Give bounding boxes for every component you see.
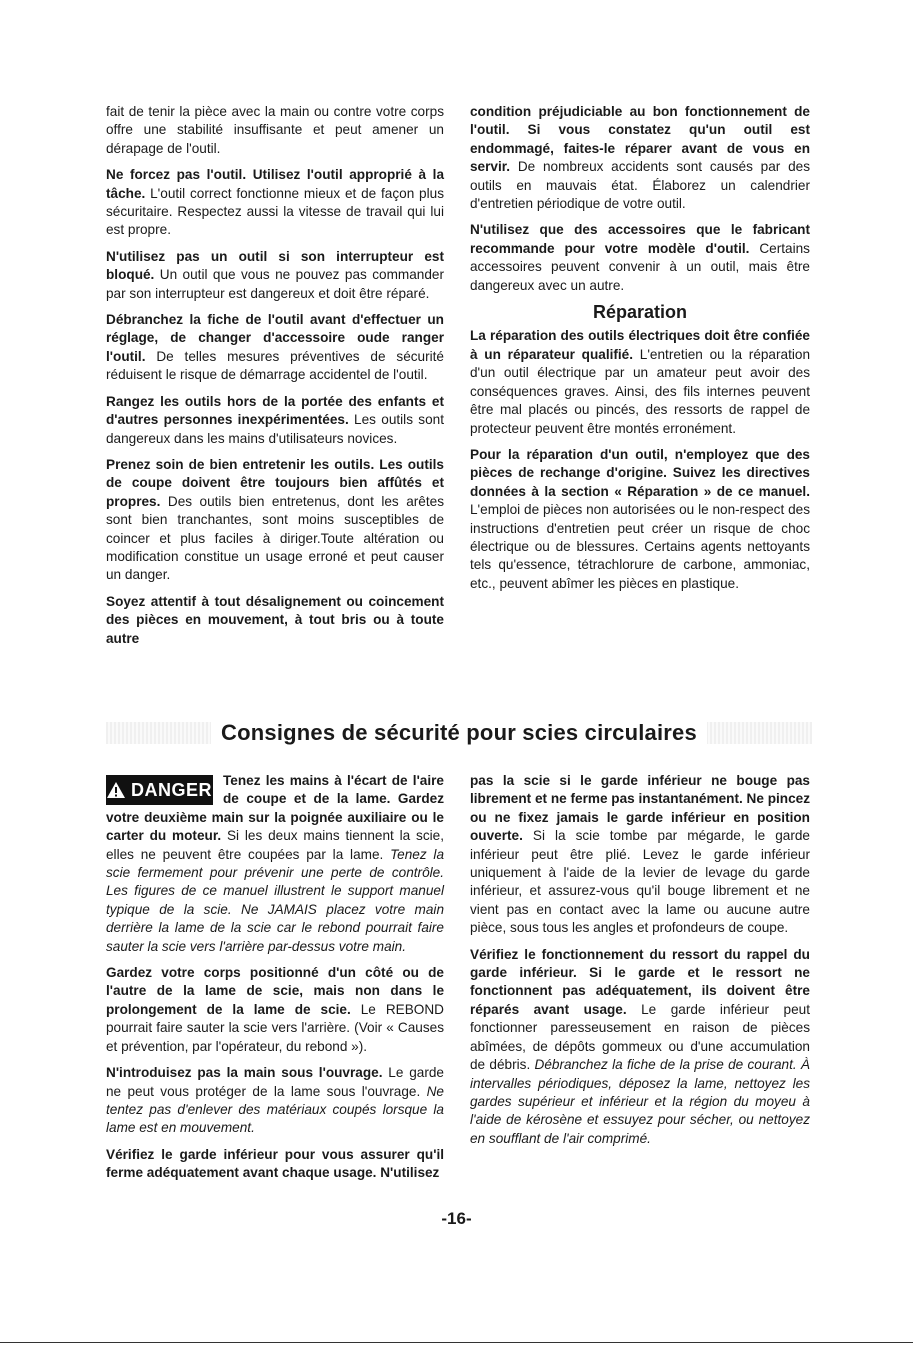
paragraph: N'utilisez que des accessoires que le fabricant recommande pour votre modèle d'outil. Certains accessoires peuvent convenir à un outil, mais être dangereux avec un autre. (470, 222, 810, 293)
section-title: Consignes de sécurité pour scies circulaires (211, 720, 707, 746)
paragraph: fait de tenir la pièce avec la main ou contre votre corps offre une stabilité insuffisante et peut amener un dérapage de l'outil. (106, 104, 444, 156)
paragraph: Gardez votre corps positionné d'un côté ou de l'autre de la lame de scie, mais non dans le prolongement de la lame de scie. Le REBOND pourrait faire sauter la scie vers l'arrière. (Voir « Causes et prévention, par l'opérateur, du rebond »). (106, 965, 444, 1054)
danger-badge (106, 775, 213, 805)
paragraph: La réparation des outils électriques doit être confiée à un réparateur qualifié. L'entretien ou la réparation d'un outil électrique par un amateur peut avoir des conséquences graves. Ainsi, des fils internes peuvent être mal placés ou pincés, des ressorts de rappel de protecteur peuvent être montés erronément. (470, 328, 811, 436)
warning-triangle-icon (107, 782, 125, 798)
right-column-bottom (470, 772, 810, 1156)
paragraph: N'utilisez pas un outil si son interrupteur est bloqué. Un outil que vous ne pouvez pas commander par son interrupteur est dangereux et doit être réparé. (106, 248, 444, 301)
paragraph: Vérifiez le garde inférieur pour vous assurer qu'il ferme adéquatement avant chaque usage. N'utilisez (106, 1146, 444, 1181)
paragraph: DANGER Tenez les mains à l'écart de l'aire de coupe et de la lame. Gardez votre deuxième main sur la poignée auxiliaire ou le carter du moteur. Si les deux mains tiennent la scie, elles ne peuvent être coupées par la lame. Tenez la scie fermement pour prévenir une perte de contrôle. Les figures de ce manuel illustrent le support manuel typique de la scie. Ne JAMAIS placez votre main derrière la lame de la scie car le rebond pourrait faire sauter la scie vers l'arrière par-dessus votre main. (106, 773, 445, 954)
paragraph: Débranchez la fiche de l'outil avant d'effectuer un réglage, de changer d'accessoire oude ranger l'outil. De telles mesures préventives de sécurité réduisent le risque de démarrage accidentel de l'outil. (106, 312, 444, 383)
section-heading-reparation: Réparation (592, 302, 688, 323)
paragraph: condition préjudiciable au bon fonctionnement de l'outil. Si vous constatez qu'un outil est endommagé, faites-le réparer avant de vous en servir. De nombreux accidents sont causés par des outils en mauvais état. Élaborez un calendrier d'entretien périodique de votre outil. (470, 104, 810, 212)
paragraph: Ne forcez pas l'outil. Utilisez l'outil approprié à la tâche. L'outil correct fonctionne mieux et de façon plus sécuritaire. Respectez aussi la vitesse de travail qui lui est propre. (106, 167, 444, 238)
paragraph: Soyez attentif à tout désalignement ou coincement des pièces en mouvement, à tout bris ou à toute autre (106, 593, 444, 646)
page-number: -16- (441, 1209, 472, 1228)
paragraph: pas la scie si le garde inférieur ne bouge pas librement et ne ferme pas instantanément. Ne pincez ou ne fixez jamais le garde inférieur en position ouverte. Si la scie tombe par mégarde, le garde inférieur peut être plié. Levez le garde inférieur uniquement à l'aide de la levier de levage du garde inférieur, et assurez-vous qu'il bouge librement et ne vient pas en contact avec la lame ou aucune autre pièce, sous tous les angles et profondeurs de coupe. (470, 773, 810, 936)
section-banner (106, 716, 812, 750)
paragraph: N'introduisez pas la main sous l'ouvrage. Le garde ne peut vous protéger de la lame sous l'ouvrage. Ne tentez pas d'enlever des matériaux coupés lorsque la lame est en mouvement. (106, 1065, 444, 1136)
paragraph: Pour la réparation d'un outil, n'employez que des pièces de rechange d'origine. Suivez les directives données à la section « Réparation » de ce manuel. L'emploi de pièces non autorisées ou le non-respect des instructions d'entretien peut créer un risque de choc électrique ou de blessures. Certains agents nettoyants tels qu'essence, tétrachlorure de carbone, ammoniac, etc., peuvent abîmer les pièces en plastique. (470, 446, 810, 591)
left-column-bottom (106, 772, 444, 1191)
paragraph: Vérifiez le fonctionnement du ressort du rappel du garde inférieur. Si le garde et le ressort ne fonctionnent pas adéquatement, ils doivent être réparés avant usage. Le garde inférieur peut fonctionner paresseusement en raison de pièces abîmées, de dépôts gommeux ou d'une accumulation de débris. Débranchez la fiche de la prise de courant. À intervalles périodiques, déposez la lame, nettoyez les gardes supérieur et inférieur et la région du moyeu à l'aide de kérosène et essuyez pour sécher, ou nettoyez en soufflant de l'air comprimé. (470, 946, 810, 1146)
paragraph: Rangez les outils hors de la portée des enfants et d'autres personnes inexpérimentées. Les outils sont dangereux dans les mains d'utilisateurs novices. (106, 393, 444, 446)
danger-label: DANGER (130, 779, 212, 800)
left-column-top (106, 103, 444, 656)
bottom-rule (0, 1342, 913, 1343)
right-column-top (470, 103, 810, 601)
paragraph: Prenez soin de bien entretenir les outils. Les outils de coupe doivent être toujours bien affûtés et propres. Des outils bien entretenus, dont les arêtes sont bien tranchantes, sont moins susceptibles de coincer et plus faciles à diriger.Toute altération ou modification constitue un usage erroné et peut causer un danger. (106, 456, 444, 583)
